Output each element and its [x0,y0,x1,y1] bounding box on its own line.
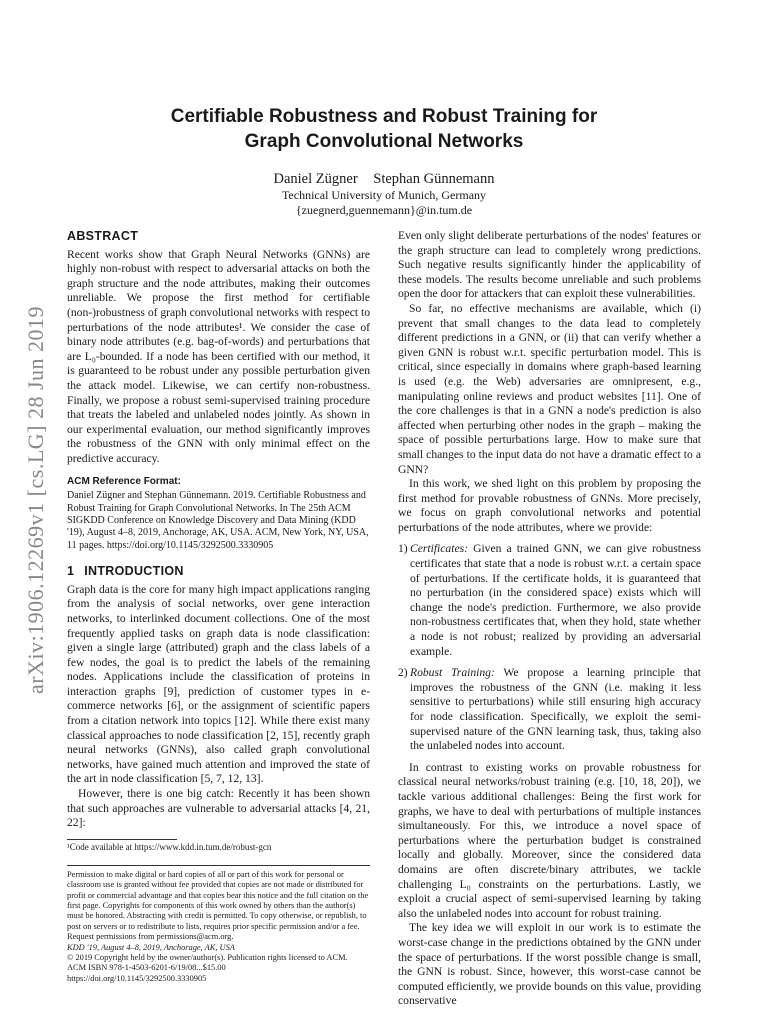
affiliation: Technical University of Munich, Germany [281,188,487,202]
left-column [67,229,370,984]
isbn-line: ACM ISBN 978-1-4503-6201-6/19/08...$15.00 [67,963,226,973]
right-paragraph-2: So far, no effective mechanisms are available, which (i) prevent that small changes to the data lead to completely different predictions in a GNN, or (ii) that can verify whether a given GNN is robust w.r.t. specific perturbation model. This is critical, since especially in domains where graph-based learning is used (e.g. the Web) adversaries are omnipresent, e.g., manipulating online reviews and product websites [11]. One of the core challenges is that in a GNN a node's prediction is also affected when perturbing other nodes in the graph – making the space of possible perturbations large. How to make sure that small changes to the input data do not have a dramatic effect to a GNN? [398,301,701,476]
copyright-line: © 2019 Copyright held by the owner/author(s). Publication rights licensed to ACM. [67,953,348,963]
doi-line: https://doi.org/10.1145/3292500.3330905 [67,973,207,983]
item-1-text: Given a trained GNN, we can give robustness certificates that state that a node is robust w.r.t. a certain space of perturbations. If the certificate holds, it is guaranteed that no perturbation (in the considered space) exists which will change the node's prediction. Furthermore, we also provide non-robustness certificates that, when they hold, state whether a node is not robust; realized by providing an adversarial example. [410,542,701,658]
right-column [398,229,701,1009]
footnote: ¹Code available at https://www.kdd.in.tum.de/robust-gcn [67,841,272,852]
intro-heading [67,564,370,579]
arxiv-id: arXiv:1906.12269v1 [cs.LG] 28 Jun 2019 [23,305,48,695]
right-paragraph-4: In contrast to existing works on provable robustness for classical neural networks/robust training (e.g. [10, 18, 20]), we tackle various additional challenges: Being the first work for graphs, we have to deal with perturbations of multiple instances simultaneously. For this, we introduce a novel space of perturbations where the perturbation budget is constrained locally and globally. Moreover, since the considered data domains are often discrete/binary attributes, we tackle challenging L₀ constraints on the perturbations. Lastly, we exploit a crucial aspect of semi-supervised learning by taking also the unlabeled nodes into account for robust training. [398,760,701,920]
conference-line: KDD '19, August 4–8, 2019, Anchorage, AK, USA [67,942,235,952]
item-1-marker: 1) [398,542,408,556]
title-line-2: Graph Convolutional Networks [244,131,524,152]
intro-number: 1 [67,564,75,579]
permission-text: Permission to make digital or hard copies of all or part of this work for personal or classroom use is granted without fee provided that copies are not made or distributed for profit or commercial advantage and that copies bear this notice and the full citation on the first page. Copyrights for components of this work owned by others than the author(s) must be honored. Abstracting with credit is permitted. To copy otherwise, or republish, to post on servers or to redistribute to lists, requires prior specific permission and/or a fee. Request permissions from permissions@acm.org. [67,869,369,942]
title-line-1: Certifiable Robustness and Robust Training for [170,106,598,127]
item-1-label: Certificates: [410,542,468,556]
intro-title: INTRODUCTION [84,564,184,579]
contribution-item-1 [398,542,701,659]
item-2-text: We propose a learning principle that improves the robustness of the GNN (i.e. making it less sensitive to perturbations) while still ensuring high accuracy for node classification. Specifically, we exploit the semi-supervised nature of the GNN learning task, thus, taking also the unlabeled nodes into account. [410,666,701,753]
author-1: Daniel Zügner [273,171,358,187]
item-2-body [410,666,701,754]
reference-format-heading: ACM Reference Format: [67,475,181,487]
affiliation-block [0,188,768,218]
right-paragraph-3: In this work, we shed light on this problem by proposing the first method for provable robustness of GNNs. More precisely, we focus on graph convolutional networks and potential perturbations of the node attributes, where we provide: [398,477,701,534]
item-2-label: Robust Training: [410,666,495,680]
abstract-heading: ABSTRACT [67,229,139,243]
permission-block [67,865,370,984]
emails: {zuegnerd,guennemann}@in.tum.de [295,203,473,217]
arxiv-stamp [0,290,60,710]
author-list [0,171,768,188]
reference-format-text: Daniel Zügner and Stephan Günnemann. 2019. Certifiable Robustness and Robust Training for Graph Convolutional Networks. In The 25th ACM SIGKDD Conference on Knowledge Discovery and Data Mining (KDD '19), August 4–8, 2019, Anchorage, AK, USA. ACM, New York, NY, USA, 11 pages. https://doi.org/10.1145/3292500.3330905 [67,490,369,551]
item-2-marker: 2) [398,666,408,680]
author-2: Stephan Günnemann [373,171,495,187]
footnote-rule [67,839,177,840]
right-paragraph-5: The key idea we will exploit in our work is to estimate the worst-case change in the predictions obtained by the GNN under the space of perturbations. If the worst possible change is small, the GNN is robust. Since, however, this worst-case cannot be computed efficiently, we provide bounds on this value, providing conservative [398,921,701,1008]
list-spacer [398,754,701,761]
abstract-text: Recent works show that Graph Neural Networks (GNNs) are highly non-robust with respect to adversarial attacks on both the graph structure and the node attributes, making their outcomes unreliable. We propose the first method for certifiable (non-)robustness of graph convolutional networks with respect to perturbations of the node attributes¹. We consider the case of binary node attributes (e.g. bag-of-words) and perturbations that are L₀-bounded. If a node has been certified with our method, it is guaranteed to be robust under any possible perturbation given the attack model. Likewise, we can certify non-robustness. Finally, we propose a robust semi-supervised training procedure that treats the labeled and unlabeled nodes jointly. As shown in our experimental evaluation, our method significantly improves the robustness of the GNN with only minimal effect on the predictive accuracy. [67,247,370,465]
item-1-body [410,542,701,659]
contribution-item-2 [398,666,701,754]
intro-paragraph-1: Graph data is the core for many high impact applications ranging from the analysis of social networks, over gene interaction networks, to interlinked document collections. One of the most frequently applied tasks on graph data is node classification: given a single large (attributed) graph and the class labels of a few nodes, the goal is to predict the labels of the remaining nodes. Applications include the classification of proteins in interaction graphs [9], prediction of customer types in e-commerce networks [6], or the assignment of scientific papers from a citation network into topics [12]. While there exist many classical approaches to node classification [2, 15], recently graph neural networks (GNNs), also called graph convolutional networks, have gained much attention and improved the state of the art in node classification [5, 7, 12, 13]. [67,582,370,786]
right-paragraph-1: Even only slight deliberate perturbations of the nodes' features or the graph structure can lead to completely wrong predictions. Such negative results significantly hinder the applicability of these models. The results become unreliable and such problems open the door for attackers that can exploit these vulnerabilities. [398,229,701,301]
paper-title [0,104,768,154]
permission-rule [67,865,370,866]
intro-paragraph-2: However, there is one big catch: Recently it has been shown that such approaches are vulnerable to adversarial attacks [4, 21, 22]: [67,787,370,830]
